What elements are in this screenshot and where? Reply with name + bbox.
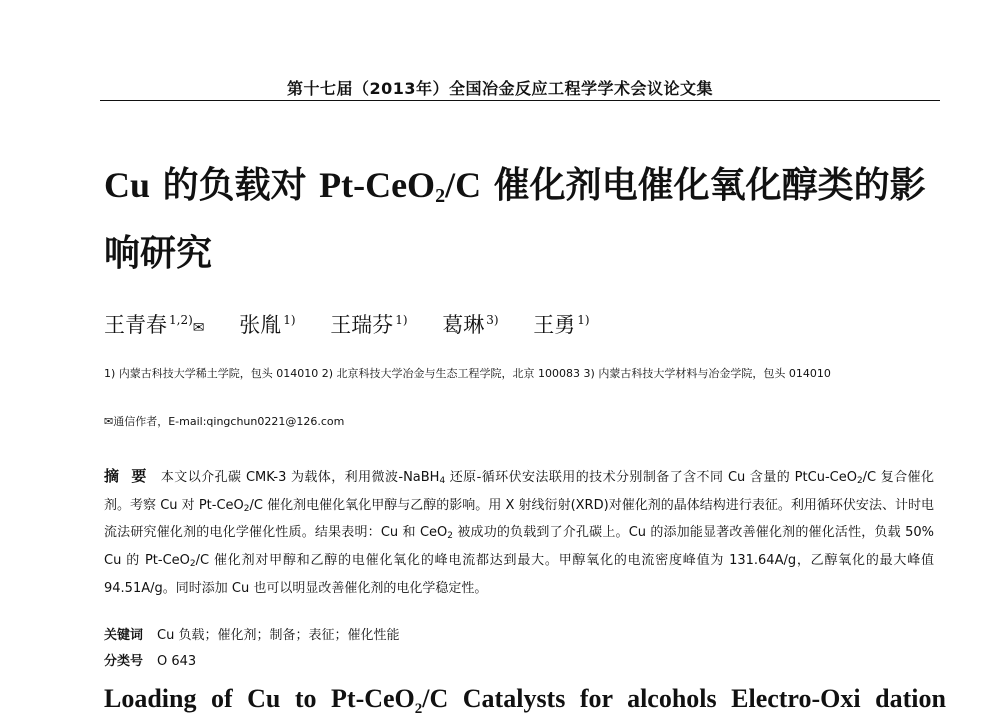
header-rule (100, 100, 940, 101)
email-text[interactable]: 通信作者，E-mail:qingchun0221@126.com (113, 415, 345, 428)
english-title-subscript: 2 (414, 701, 423, 718)
author-affiliation-mark: 1) (283, 313, 296, 327)
abstract-text: 被成功的负载到了介孔碳上。Cu 的添加能显著改善催化剂的催化活性，负载 50% Cu 的 Pt-CeO (104, 525, 935, 569)
author-affiliation-mark: 1) (395, 313, 408, 327)
abstract-subscript: 4 (439, 476, 446, 486)
envelope-icon[interactable]: ✉ (192, 320, 205, 336)
corresponding-email (104, 413, 344, 429)
author-affiliation-mark: 1) (577, 313, 590, 327)
english-title (104, 684, 946, 718)
abstract-subscript: 2 (447, 531, 454, 542)
proceedings-header: 第十七届（2013年）全国冶金反应工程学学术会议论文集 (286, 79, 714, 98)
keywords (104, 624, 399, 643)
keywords-label: 关键词 (104, 628, 144, 643)
title-part: 的负载对 (150, 165, 320, 206)
abstract-text: 本文以介孔碳 CMK-3 为载体，利用微波-NaBH (160, 470, 440, 485)
author (330, 313, 407, 337)
author-name: 王瑞芬 (330, 313, 394, 337)
classification-label: 分类号 (104, 654, 144, 669)
title-part: Cu (104, 165, 151, 205)
paper-title (104, 156, 934, 283)
abstract-text: 还原-循环伏安法联用的技术分别制备了含不同 Cu 含量的 PtCu-CeO (445, 470, 857, 485)
title-part: Pt-CeO (319, 165, 436, 205)
title-part: 催化剂电催化氧化醇类的影响研究 (104, 165, 926, 274)
abstract-subscript: 2 (856, 476, 863, 486)
classification (104, 650, 196, 669)
author-name: 葛琳 (442, 313, 485, 337)
abstract-subscript: 2 (243, 503, 250, 514)
author-affiliation-mark: 3) (486, 313, 499, 327)
envelope-icon: ✉ (104, 415, 114, 428)
author (533, 313, 589, 337)
affiliations: 1) 内蒙古科技大学稀土学院，包头 014010 2) 北京科技大学冶金与生态工程学院，北京 100083 3) 内蒙古科技大学材料与冶金学院，包头 014010 (104, 367, 831, 380)
author-name: 张胤 (239, 313, 282, 337)
author (239, 313, 295, 337)
title-subscript: 2 (435, 185, 446, 207)
classification-code: O 643 (157, 654, 197, 669)
abstract-text: /C 催化剂对甲醇和乙醇的电催化氧化的峰电流都达到最大。甲醇氧化的电流密度峰值为 131.64A/g，乙醇氧化的最大峰值 94.51A/g。同时添加 Cu 也可以明显改善催化剂的电化学稳定性。 (104, 553, 934, 596)
abstract-label: 摘要 (104, 467, 159, 485)
title-part: /C (445, 165, 482, 205)
author-name: 王勇 (533, 313, 576, 337)
english-title-part: /C Catalysts for alcohols Electro-Oxi dation (422, 684, 946, 713)
abstract (104, 465, 934, 601)
author (442, 313, 498, 337)
author-name: 王青春 (104, 313, 167, 337)
abstract-subscript: 2 (189, 559, 196, 570)
author-list (104, 309, 618, 339)
abstract-text: /C 复合催化剂。考察 Cu 对 Pt-CeO (104, 470, 934, 513)
keywords-text: Cu 负载；催化剂；制备；表征；催化性能 (157, 628, 400, 643)
author (104, 313, 205, 337)
author-affiliation-mark: 1,2) (169, 313, 193, 327)
english-title-part: Loading of Cu to Pt-CeO (104, 684, 415, 713)
abstract-text: /C 催化剂电催化氧化甲醇与乙醇的影响。用 X 射线衍射(XRD)对催化剂的晶体结构进行表征。利用循环伏安法、计时电流法研究催化剂的电化学催化性质。结果表明：Cu 和 CeO (104, 497, 934, 541)
